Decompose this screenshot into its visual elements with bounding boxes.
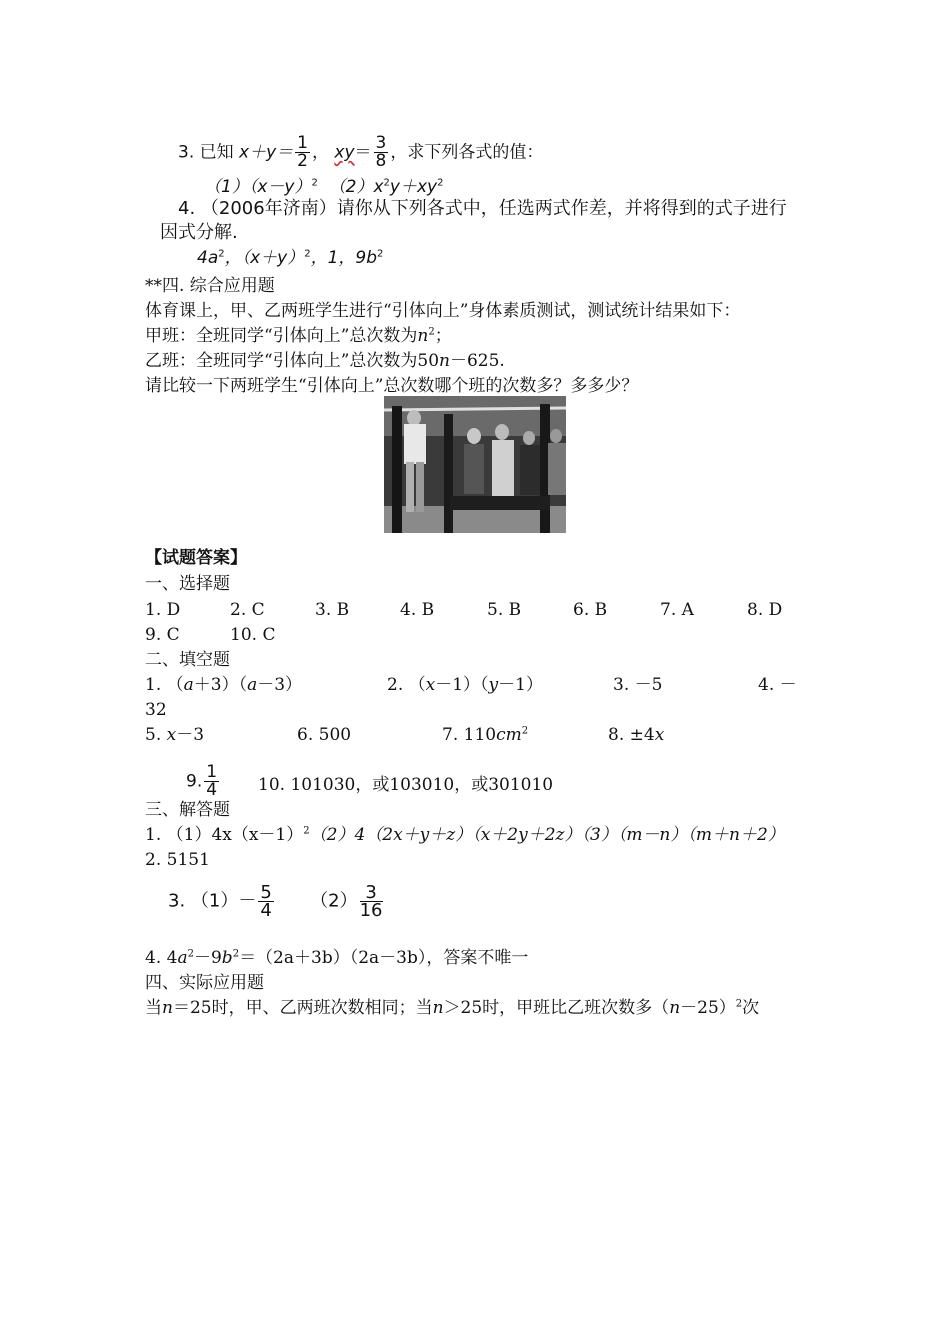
solution-answer-1: 1. $(1)4x(x-1)^2(2)4(2x+y+z)(x+2y+2z)(3)(m-n)(m+n+2)$ bbox=[145, 825, 785, 845]
choice-answer: 1. D bbox=[145, 600, 181, 620]
choice-answer: 3. B bbox=[315, 600, 350, 620]
choice-answer: 5. B bbox=[487, 600, 522, 620]
q3-line: 3. 已知 x＋y＝ $\frac{1}{2}$ ， xy＝ $\frac{3}{8}$ ，求下列各式的值： bbox=[178, 133, 544, 171]
answers-sec4-heading: 四、实际应用题 bbox=[145, 973, 264, 993]
q4-line1: 4. （2006年济南）请你从下列各式中，任选两式作差，并将得到的式子进行 bbox=[178, 198, 787, 219]
answers-title: 【试题答案】 bbox=[145, 548, 247, 568]
q4-exprs: $4a^2$，$(x+y)^2$，1，$9b^2$ bbox=[197, 248, 384, 268]
fill-answer-2: 2. （x－1）（y－1） bbox=[387, 675, 543, 695]
q3-prod-lhs: xy bbox=[334, 142, 355, 163]
answers-sec1-row2 bbox=[145, 625, 845, 645]
section4-p3: 乙班：全班同学“引体向上”总次数为50n－625. bbox=[145, 351, 505, 371]
answers-sec2-row3 bbox=[145, 725, 825, 745]
fill-answer-10: 10. 101030，或103010，或301010 bbox=[258, 775, 554, 795]
fill-answer-9: 9. $\frac{1}{4}$ bbox=[186, 762, 218, 800]
section4-p2: 甲班：全班同学“引体向上”总次数为$n^2$； bbox=[145, 326, 452, 346]
q3-sum-lhs: x＋y＝ bbox=[239, 142, 294, 163]
choice-answer: 9. C bbox=[145, 625, 180, 645]
q3-frac-half: $\frac{1}{2}$ bbox=[297, 133, 308, 171]
section4-p1: 体育课上，甲、乙两班学生进行“引体向上”身体素质测试，测试统计结果如下： bbox=[145, 301, 741, 321]
choice-answer: 10. C bbox=[230, 625, 276, 645]
q3-frac-three-eighths: $\frac{3}{8}$ bbox=[375, 133, 387, 171]
answers-sec3-heading: 三、解答题 bbox=[145, 800, 230, 820]
q3-subparts: $(1)(x-y)^2$ $(2)x^2y+xy^2$ bbox=[204, 177, 444, 197]
fill-answer-4-cont: 32 bbox=[145, 700, 167, 720]
fill-answer-7: 7. $110cm^2$ bbox=[442, 725, 529, 745]
q3-tail: ，求下列各式的值： bbox=[390, 142, 544, 163]
choice-answer: 2. C bbox=[230, 600, 265, 620]
fill-answer-6: 6. 500 bbox=[297, 725, 352, 745]
fill-answer-8: 8. ±4x bbox=[608, 725, 665, 745]
fill-answer-5: 5. x－3 bbox=[145, 725, 205, 745]
choice-answer: 7. A bbox=[660, 600, 694, 620]
solution-answer-2: 2. 5151 bbox=[145, 850, 210, 870]
choice-answer: 6. B bbox=[573, 600, 608, 620]
fill-answer-4: 4. － bbox=[758, 675, 797, 695]
choice-answer: 4. B bbox=[400, 600, 435, 620]
answers-sec1-heading: 一、选择题 bbox=[145, 574, 230, 594]
practical-answer: 当n＝25时，甲、乙两班次数相同；当n＞25时，甲班比乙班次数多$(n-25)^2$次 bbox=[145, 998, 760, 1018]
solution-answer-3: 3. （1）－ $\frac{5}{4}$ （2） $\frac{3}{16}$ bbox=[168, 882, 383, 921]
answers-sec2-row1 bbox=[145, 675, 825, 695]
answers-sec2-heading: 二、填空题 bbox=[145, 650, 230, 670]
solution-answer-4: 4. $4a^2-9b^2=(2a+3b)(2a-3b)$，答案不唯一 bbox=[145, 948, 529, 968]
answers-sec1-row1 bbox=[145, 600, 845, 620]
choice-answer: 8. D bbox=[747, 600, 783, 620]
fill-answer-3: 3. －5 bbox=[613, 675, 663, 695]
pull-up-photo bbox=[384, 396, 566, 533]
fill-answer-1: 1. （a＋3）（a－3） bbox=[145, 675, 303, 695]
section4-p4: 请比较一下两班学生“引体向上”总次数哪个班的次数多？多多少？ bbox=[145, 376, 639, 396]
section4-heading: **四. 综合应用题 bbox=[145, 276, 275, 296]
q4-line2: 因式分解. bbox=[160, 222, 238, 243]
q3-label: 3. 已知 bbox=[178, 142, 234, 163]
